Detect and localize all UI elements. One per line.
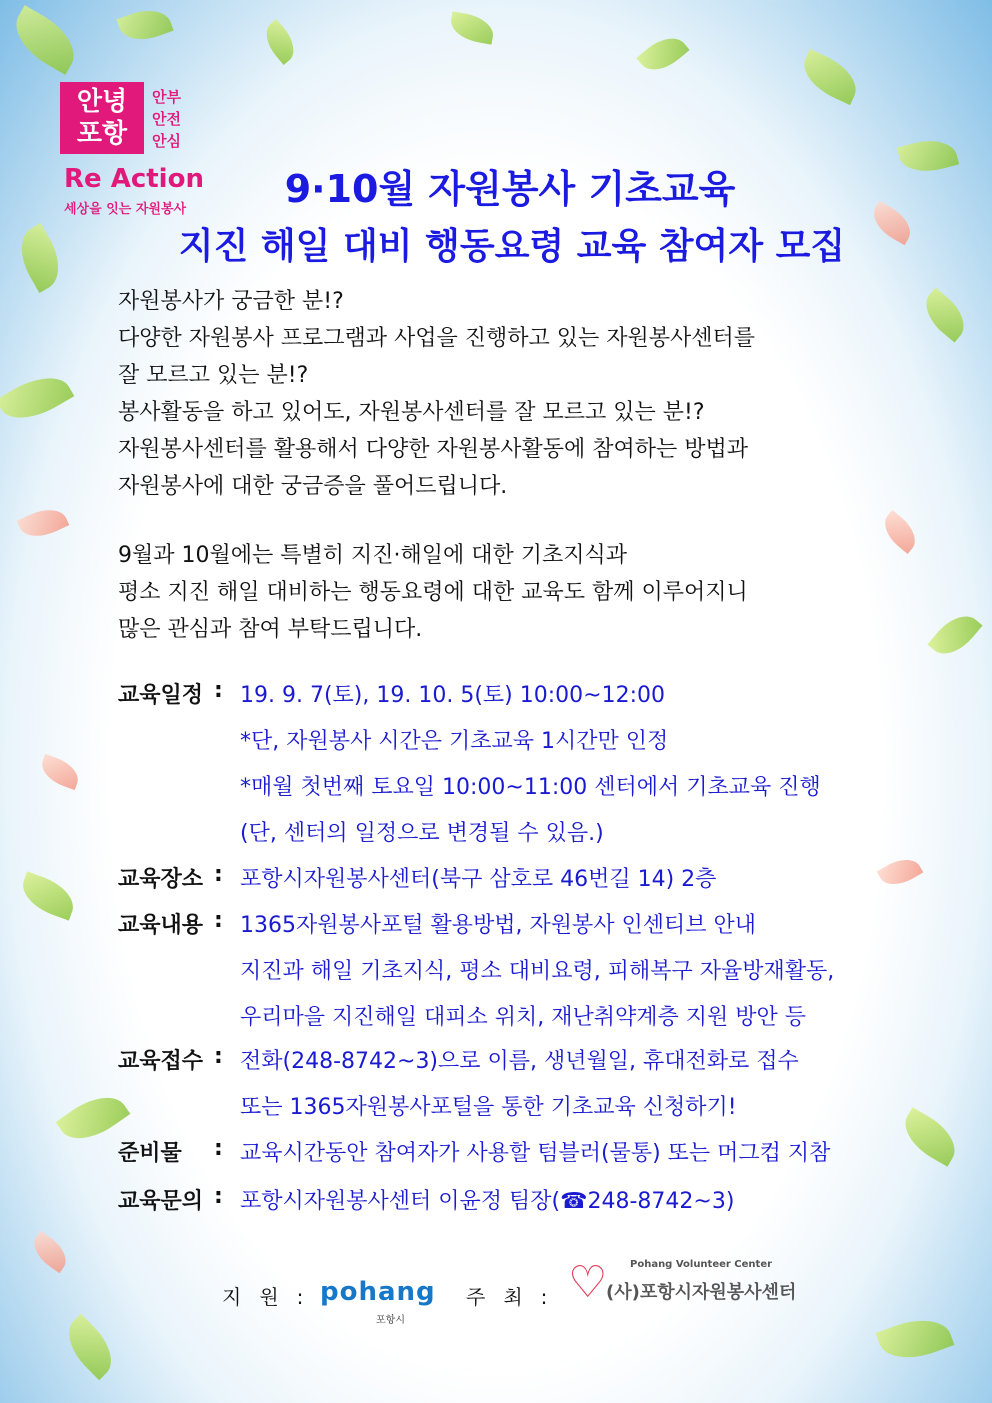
intro-line: 봉사활동을 하고 있어도, 자원봉사센터를 잘 모르고 있는 분!?	[118, 400, 705, 425]
leaf-decoration	[636, 28, 689, 79]
host-label: 주최:	[466, 1285, 566, 1309]
leaf-decoration	[796, 49, 865, 105]
detail-value: 우리마을 지진해일 대피소 위치, 재난취약계층 지원 방안 등	[240, 1005, 806, 1030]
detail-value: *단, 자원봉사 시간은 기초교육 1시간만 인정	[240, 729, 669, 754]
detail-label: 교육접수	[118, 1049, 204, 1074]
logo-side-text	[152, 86, 181, 152]
pohang-city-logo: pohang	[320, 1277, 436, 1307]
logo-box-line1: 안녕	[76, 87, 128, 117]
detail-value: 포항시자원봉사센터 이윤정 팀장(☎248-8742~3)	[240, 1189, 735, 1214]
detail-value: 또는 1365자원봉사포털을 통한 기초교육 신청하기!	[240, 1095, 737, 1120]
leaf-decoration	[896, 1107, 965, 1166]
host-name: (사)포항시자원봉사센터	[606, 1282, 797, 1303]
intro-line: 9월과 10월에는 특별히 지진·해일에 대한 기초지식과	[118, 543, 627, 568]
logo-side1: 안부	[152, 88, 181, 106]
intro-gap	[118, 505, 755, 537]
leaf-decoration	[916, 287, 974, 342]
support-label: 지원:	[222, 1285, 322, 1309]
detail-label: 교육장소	[118, 867, 204, 892]
pohang-city-logo-sub: 포항시	[376, 1315, 405, 1326]
leaf-decoration	[116, 2, 173, 47]
intro-line: 자원봉사에 대한 궁금증을 풀어드립니다.	[118, 474, 508, 499]
detail-colon: :	[214, 862, 223, 887]
logo-main-text: Re Action	[64, 164, 204, 194]
leaf-decoration	[5, 5, 86, 75]
detail-colon: :	[214, 908, 223, 933]
detail-colon: :	[214, 1044, 223, 1069]
leaf-decoration	[448, 11, 496, 44]
footer	[0, 1257, 992, 1335]
page-title: 9·10월 자원봉사 기초교육	[284, 167, 736, 211]
detail-value: 19. 9. 7(토), 19. 10. 5(토) 10:00~12:00	[240, 683, 665, 708]
detail-label: 준비물	[118, 1141, 182, 1166]
intro-line: 잘 모르고 있는 분!?	[118, 363, 309, 388]
detail-value: 전화(248-8742~3)으로 이름, 생년월일, 휴대전화로 접수	[240, 1049, 799, 1074]
leaf-decoration	[258, 19, 302, 65]
detail-value: 지진과 해일 기초지식, 평소 대비요령, 피해복구 자율방재활동,	[240, 959, 835, 984]
detail-value: 교육시간동안 참여자가 사용할 텀블러(물통) 또는 머그컵 지참	[240, 1141, 831, 1166]
detail-colon: :	[214, 678, 223, 703]
intro-line: 평소 지진 해일 대비하는 행동요령에 대한 교육도 함께 이루어지니	[118, 580, 748, 605]
detail-label: 교육문의	[118, 1189, 204, 1214]
detail-colon: :	[214, 1136, 223, 1161]
logo-side3: 안심	[152, 132, 181, 150]
intro-line: 자원봉사센터를 활용해서 다양한 자원봉사활동에 참여하는 방법과	[118, 437, 749, 462]
heart-icon: ♡	[568, 1257, 608, 1308]
leaf-decoration	[27, 1231, 74, 1274]
host-name-en: Pohang Volunteer Center	[630, 1259, 773, 1270]
detail-value: *매월 첫번째 토요일 10:00~11:00 센터에서 기초교육 진행	[240, 775, 821, 800]
logo-tagline: 세상을 잇는 자원봉사	[64, 202, 187, 217]
logo-box	[60, 82, 144, 154]
detail-label: 교육내용	[118, 913, 204, 938]
leaf-decoration	[17, 501, 70, 544]
logo-side2: 안전	[152, 110, 181, 128]
leaf-decoration	[877, 852, 924, 893]
page-subtitle: 지진 해일 대비 행동요령 교육 참여자 모집	[178, 226, 846, 267]
detail-label: 교육일정	[118, 683, 204, 708]
detail-value: 1365자원봉사포털 활용방법, 자원봉사 인센티브 안내	[240, 913, 756, 938]
intro-line: 다양한 자원봉사 프로그램과 사업을 진행하고 있는 자원봉사센터를	[118, 326, 756, 351]
intro-text	[118, 283, 755, 648]
logo-box-line2: 포항	[76, 119, 128, 149]
leaf-decoration	[877, 510, 923, 554]
detail-value: 포항시자원봉사센터(북구 삼호로 46번길 14) 2층	[240, 867, 717, 892]
leaf-decoration	[0, 365, 74, 431]
detail-colon: :	[214, 1184, 223, 1209]
leaf-decoration	[927, 606, 982, 664]
leaf-decoration	[16, 871, 80, 920]
intro-line: 많은 관심과 참여 부탁드립니다.	[118, 617, 423, 642]
intro-line: 자원봉사가 궁금한 분!?	[118, 289, 344, 314]
leaf-decoration	[37, 754, 83, 790]
detail-value: (단, 센터의 일정으로 변경될 수 있음.)	[240, 821, 604, 846]
